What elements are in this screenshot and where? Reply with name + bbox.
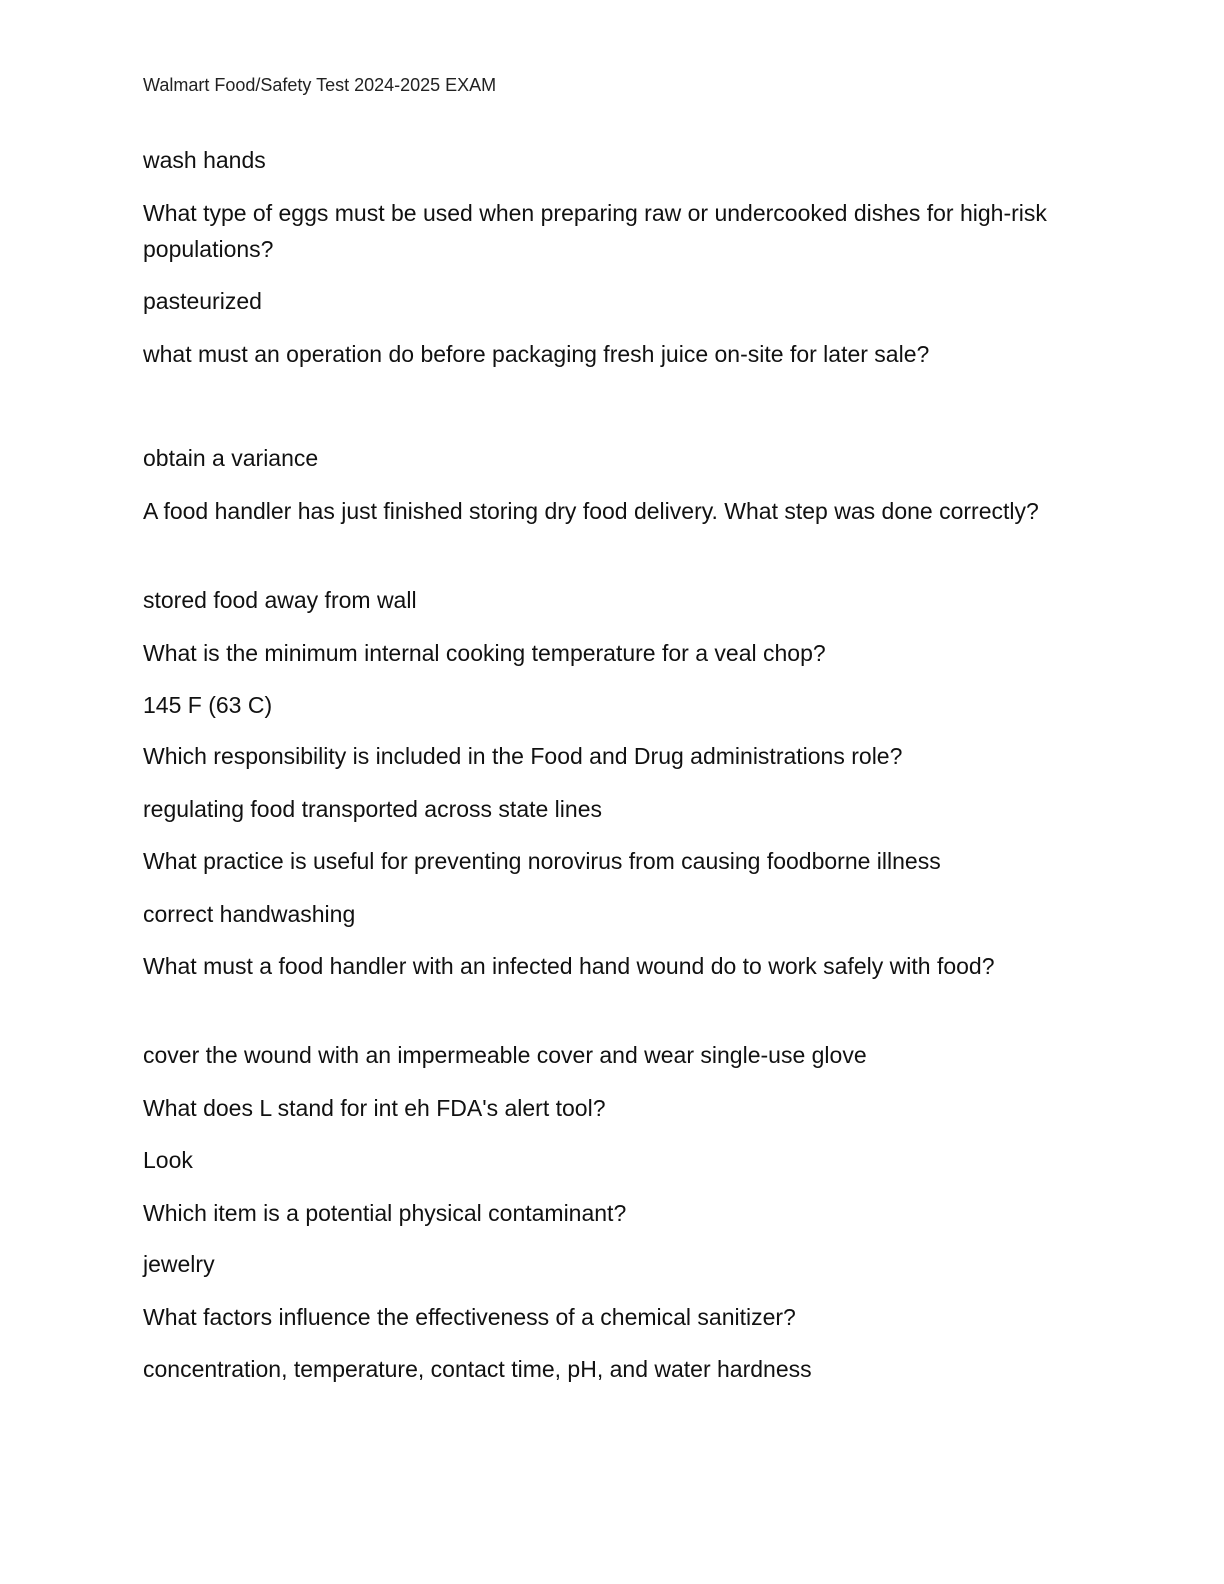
question-line: What is the minimum internal cooking temperature for a veal chop? bbox=[143, 640, 826, 666]
question-line: Which responsibility is included in the Food and Drug administrations role? bbox=[143, 743, 903, 769]
answer-line: cover the wound with an impermeable cover and wear single-use glove bbox=[143, 1042, 867, 1068]
question-line: What type of eggs must be used when preparing raw or undercooked dishes for high-risk populations? bbox=[143, 200, 1047, 262]
answer-line: obtain a variance bbox=[143, 445, 319, 471]
answer-line: jewelry bbox=[143, 1251, 215, 1277]
page-header: Walmart Food/Safety Test 2024-2025 EXAM bbox=[143, 75, 497, 95]
question-line: What must a food handler with an infected hand wound do to work safely with food? bbox=[143, 953, 995, 979]
answer-line: regulating food transported across state lines bbox=[143, 796, 602, 822]
question-line: What does L stand for int eh FDA's alert tool? bbox=[143, 1095, 606, 1121]
answer-line: 145 F (63 C) bbox=[143, 692, 273, 718]
answer-line: pasteurized bbox=[143, 288, 262, 314]
answer-line: stored food away from wall bbox=[143, 587, 417, 613]
question-line: A food handler has just finished storing dry food delivery. What step was done correctly? bbox=[143, 498, 1039, 524]
answer-line: Look bbox=[143, 1147, 193, 1173]
question-line: What factors influence the effectiveness of a chemical sanitizer? bbox=[143, 1304, 796, 1330]
answer-line: concentration, temperature, contact time, pH, and water hardness bbox=[143, 1356, 812, 1382]
question-line: What practice is useful for preventing norovirus from causing foodborne illness bbox=[143, 848, 941, 874]
answer-line: correct handwashing bbox=[143, 901, 356, 927]
question-line: what must an operation do before packaging fresh juice on-site for later sale? bbox=[143, 341, 930, 367]
answer-line: wash hands bbox=[143, 147, 266, 173]
question-line: Which item is a potential physical contaminant? bbox=[143, 1200, 627, 1226]
